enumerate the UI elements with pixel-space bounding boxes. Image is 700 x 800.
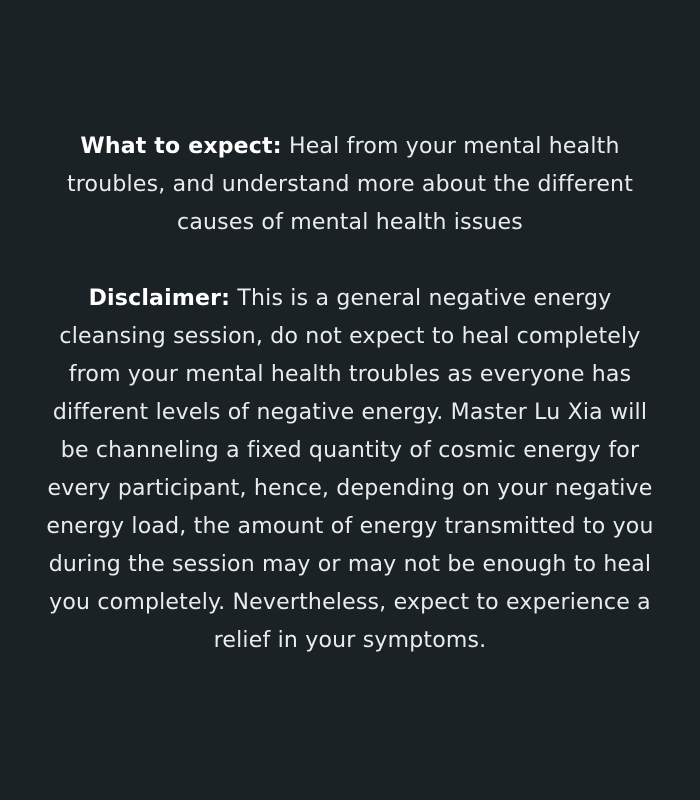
disclaimer-text: This is a general negative energy cleansing session, do not expect to heal completely from your mental health troubles as everyone has different levels of negative energy. Master Lu Xia will be channeling a fixed quantity of cosmic energy for every participant, hence, depending on your negative energy load, the amount of energy transmitted to you during the session may or may not be enough to heal you completely. Nevertheless, expect to experience a relief in your symptoms. bbox=[46, 286, 654, 653]
disclaimer-paragraph bbox=[40, 280, 660, 660]
what-to-expect-label: What to expect: bbox=[80, 134, 282, 159]
disclaimer-label: Disclaimer: bbox=[88, 286, 231, 311]
what-to-expect-text: Heal from your mental health troubles, and understand more about the different causes of mental health issues bbox=[66, 134, 634, 235]
what-to-expect-paragraph bbox=[40, 128, 660, 242]
info-text-block bbox=[40, 128, 660, 660]
paragraph-spacer bbox=[40, 242, 660, 280]
